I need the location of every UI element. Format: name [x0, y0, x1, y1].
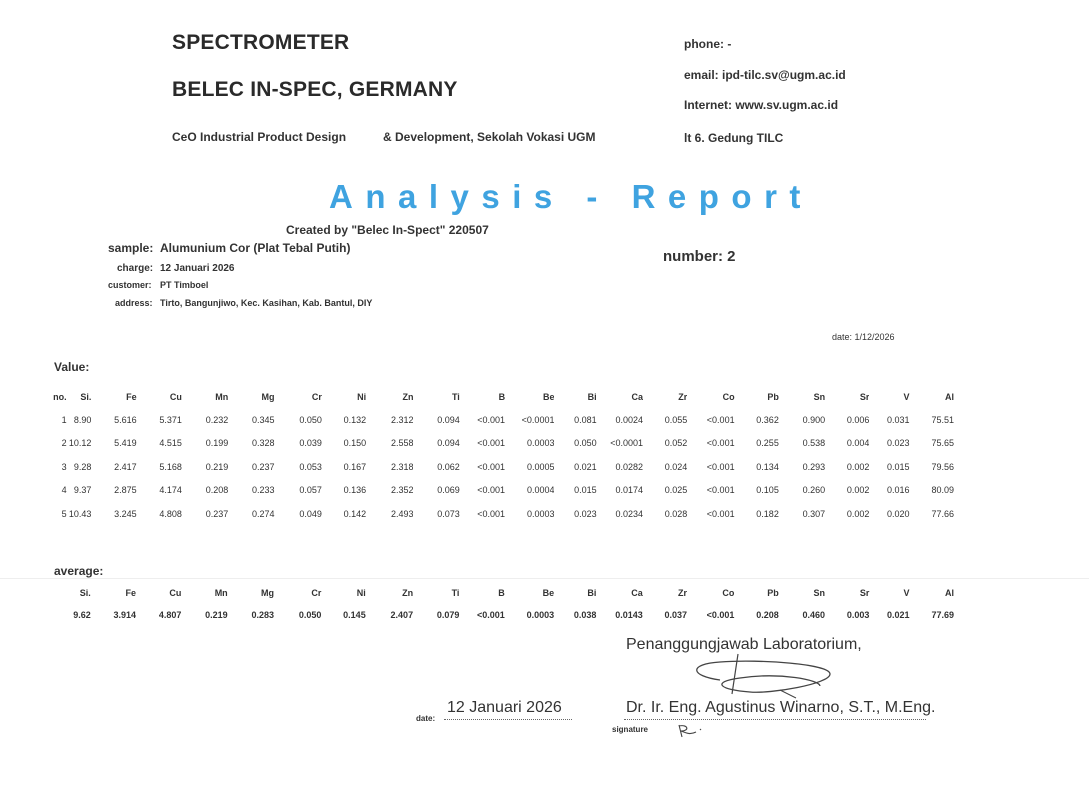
average-cell: 0.145 [343, 610, 366, 620]
average-cell: 0.208 [756, 610, 779, 620]
average-col-header: Mn [214, 588, 228, 598]
average-col-header: Cu [169, 588, 182, 598]
table-cell: 0.237 [205, 508, 229, 519]
table-cell: 0.132 [343, 415, 367, 426]
header-line2: BELEC IN-SPEC, GERMANY [172, 78, 458, 101]
table-cell: <0.001 [706, 508, 735, 519]
address-label: address: [115, 298, 153, 308]
table-cell: 10.43 [68, 508, 92, 519]
table-cell: 0.167 [343, 461, 367, 472]
report-date: date: 1/12/2026 [832, 332, 895, 342]
table-cell: 0.023 [574, 508, 597, 519]
values-col-header: V [903, 391, 910, 402]
average-cell: 2.407 [390, 610, 414, 620]
table-cell: 0.150 [343, 438, 367, 449]
values-col-header: Ni [357, 391, 367, 402]
average-col-header: Pb [767, 588, 779, 598]
table-cell: 9.28 [73, 461, 92, 472]
signature-date-value: 12 Januari 2026 [447, 699, 562, 716]
table-cell: 0.024 [664, 461, 688, 472]
table-cell: 0.073 [437, 508, 460, 519]
table-cell: 2.417 [114, 461, 137, 472]
average-col-header: Si. [79, 588, 91, 598]
table-cell: 0.0005 [526, 461, 555, 472]
date-dotted-line [444, 719, 572, 720]
values-col-header: Co [722, 391, 735, 402]
signer-dotted-line [624, 719, 926, 720]
table-cell: 75.51 [931, 415, 954, 426]
table-cell: 2 [61, 438, 67, 449]
table-row [44, 479, 954, 502]
initials-scribble-image [676, 722, 706, 740]
average-values-row [66, 604, 954, 626]
values-col-header: Bi [587, 391, 597, 402]
average-cell: 0.0143 [615, 610, 643, 620]
average-cell: 0.038 [573, 610, 597, 620]
values-col-header: Cr [311, 391, 322, 402]
values-col-header: Cu [169, 391, 182, 402]
values-col-header: Ca [631, 391, 643, 402]
table-cell: 0.002 [846, 485, 870, 496]
contact-phone: phone: - [684, 37, 732, 51]
table-cell: 0.233 [252, 485, 275, 496]
values-col-header: Ti [451, 391, 460, 402]
sample-value: Alumunium Cor (Plat Tebal Putih) [160, 241, 351, 255]
table-cell: <0.001 [477, 438, 506, 449]
values-col-header: Mg [261, 391, 275, 402]
average-cell: 0.050 [298, 610, 322, 620]
table-cell: 75.65 [931, 438, 954, 449]
table-cell: 5.168 [159, 461, 182, 472]
average-col-header: Ni [356, 588, 366, 598]
table-cell: <0.001 [706, 461, 735, 472]
table-cell: 0.362 [756, 415, 779, 426]
table-cell: 1 [61, 415, 67, 426]
table-cell: 0.900 [802, 415, 826, 426]
table-cell: 0.020 [887, 508, 910, 519]
table-cell: <0.001 [706, 485, 735, 496]
charge-value: 12 Januari 2026 [160, 263, 235, 274]
average-cell: 9.62 [73, 610, 91, 620]
table-cell: 0.031 [887, 415, 910, 426]
average-cell: 0.079 [436, 610, 460, 620]
signature-label: signature [612, 725, 649, 734]
average-col-header: Be [542, 588, 555, 598]
table-cell: 0.260 [802, 485, 826, 496]
values-col-header: no. [53, 391, 67, 402]
average-col-header: Fe [125, 588, 137, 598]
table-row [44, 502, 954, 525]
table-cell: 0.538 [802, 438, 826, 449]
table-cell: 0.345 [252, 415, 275, 426]
table-cell: 0.023 [887, 438, 910, 449]
average-col-header: Mg [261, 588, 275, 598]
table-cell: 0.0282 [615, 461, 643, 472]
table-cell: 4 [61, 485, 67, 496]
table-row [44, 455, 954, 478]
table-cell: 0.052 [664, 438, 688, 449]
average-col-header: B [498, 588, 505, 598]
table-cell: 0.039 [299, 438, 322, 449]
table-cell: 0.199 [205, 438, 229, 449]
contact-location: lt 6. Gedung TILC [684, 131, 784, 145]
section-divider [0, 578, 1089, 579]
table-cell: 0.255 [756, 438, 779, 449]
average-cell: 0.460 [802, 610, 826, 620]
table-cell: 0.274 [252, 508, 275, 519]
average-cell: 0.003 [846, 610, 870, 620]
table-cell: 0.307 [802, 508, 826, 519]
charge-label: charge: [117, 263, 154, 274]
table-cell: 0.025 [664, 485, 688, 496]
average-col-header: Zr [678, 588, 688, 598]
signature-scribble-image [680, 650, 850, 706]
table-cell: <0.001 [477, 415, 506, 426]
table-cell: 0.015 [574, 485, 597, 496]
contact-email: email: ipd-tilc.sv@ugm.ac.id [684, 68, 846, 82]
table-cell: 0.0003 [526, 508, 555, 519]
customer-value: PT Timboel [160, 280, 209, 290]
table-cell: 4.174 [159, 485, 182, 496]
table-cell: 0.219 [205, 461, 229, 472]
signature-date-label: date: [416, 714, 436, 723]
table-cell: 2.558 [390, 438, 414, 449]
average-cell: 4.807 [158, 610, 182, 620]
table-cell: 79.56 [931, 461, 954, 472]
signer-name: Dr. Ir. Eng. Agustinus Winarno, S.T., M.Eng. [626, 699, 936, 716]
table-cell: 0.049 [299, 508, 322, 519]
table-cell: 4.808 [159, 508, 182, 519]
table-cell: 10.12 [68, 438, 92, 449]
table-cell: 0.016 [887, 485, 910, 496]
table-cell: 0.004 [846, 438, 870, 449]
report-number: number: 2 [663, 248, 736, 265]
table-row [44, 408, 954, 431]
table-cell: 3.245 [114, 508, 137, 519]
table-cell: 0.232 [205, 415, 229, 426]
values-col-header: Fe [126, 391, 137, 402]
table-cell: 77.66 [931, 508, 954, 519]
average-cell: <0.001 [476, 610, 505, 620]
average-col-header: Cr [311, 588, 322, 598]
table-cell: 0.002 [846, 461, 870, 472]
table-cell: 0.0174 [615, 485, 643, 496]
table-cell: 5.616 [114, 415, 137, 426]
table-cell: 2.875 [114, 485, 137, 496]
table-cell: <0.001 [477, 508, 506, 519]
average-header-row [66, 582, 954, 604]
table-row [44, 432, 954, 455]
table-cell: 0.293 [802, 461, 826, 472]
average-cell: 0.283 [251, 610, 275, 620]
table-cell: 0.015 [887, 461, 910, 472]
values-col-header: Zr [678, 391, 688, 402]
values-table [44, 385, 954, 525]
table-cell: 0.069 [437, 485, 460, 496]
values-col-header: Be [542, 391, 555, 402]
table-cell: <0.001 [477, 485, 506, 496]
customer-label: customer: [108, 280, 152, 290]
values-col-header: B [498, 391, 506, 402]
average-col-header: Sr [859, 588, 870, 598]
table-cell: 5 [61, 508, 67, 519]
table-cell: 5.419 [114, 438, 137, 449]
table-cell: 8.90 [73, 415, 92, 426]
responsible-label: Penanggungjawab Laboratorium, [626, 636, 862, 653]
average-col-header: Al [945, 588, 954, 598]
table-cell: 4.515 [159, 438, 182, 449]
values-col-header: Mn [215, 391, 229, 402]
table-cell: 0.182 [756, 508, 779, 519]
table-cell: 2.312 [390, 415, 414, 426]
table-cell: 5.371 [159, 415, 182, 426]
table-cell: 0.053 [299, 461, 322, 472]
table-cell: 2.493 [390, 508, 414, 519]
average-col-header: Co [722, 588, 735, 598]
average-table [66, 582, 954, 626]
table-cell: 0.050 [299, 415, 322, 426]
average-cell: 0.021 [887, 610, 910, 620]
average-col-header: Ti [451, 588, 460, 598]
table-cell: 0.081 [574, 415, 597, 426]
table-cell: 0.105 [756, 485, 779, 496]
table-cell: 0.028 [664, 508, 688, 519]
table-cell: <0.001 [706, 438, 735, 449]
table-cell: 0.208 [205, 485, 229, 496]
average-label: average: [54, 564, 104, 578]
values-col-header: Zn [402, 391, 414, 402]
table-cell: 0.0234 [615, 508, 643, 519]
table-cell: 0.0003 [526, 438, 555, 449]
table-cell: 0.055 [664, 415, 688, 426]
table-cell: <0.001 [477, 461, 506, 472]
table-cell: 80.09 [931, 485, 954, 496]
table-cell: <0.001 [706, 415, 735, 426]
average-cell: 77.69 [931, 610, 954, 620]
table-cell: 0.094 [437, 438, 460, 449]
values-label: Value: [54, 360, 90, 374]
values-col-header: Sn [813, 391, 826, 402]
average-cell: 0.219 [205, 610, 228, 620]
table-cell: 0.002 [846, 508, 870, 519]
table-cell: 0.062 [437, 461, 460, 472]
table-cell: <0.0001 [610, 438, 643, 449]
table-cell: 0.050 [574, 438, 597, 449]
table-cell: 3 [61, 461, 67, 472]
table-cell: 0.0024 [615, 415, 643, 426]
created-by: Created by "Belec In-Spect" 220507 [286, 223, 489, 237]
average-cell: 0.0003 [526, 610, 555, 620]
values-col-header: Al [945, 391, 954, 402]
table-cell: 2.352 [390, 485, 414, 496]
average-cell: 3.914 [113, 610, 137, 620]
table-cell: 0.136 [343, 485, 367, 496]
table-cell: 9.37 [73, 485, 92, 496]
table-cell: 0.057 [299, 485, 322, 496]
sample-label: sample: [108, 241, 154, 255]
contact-internet: Internet: www.sv.ugm.ac.id [684, 98, 839, 112]
table-cell: 0.0004 [526, 485, 555, 496]
average-cell: <0.001 [706, 610, 735, 620]
values-header-row [44, 385, 954, 408]
table-cell: 0.006 [846, 415, 870, 426]
average-col-header: Sn [813, 588, 826, 598]
report-title: Analysis - Report [329, 178, 813, 215]
table-cell: 0.328 [252, 438, 275, 449]
table-cell: 0.142 [343, 508, 367, 519]
table-cell: 0.021 [574, 461, 597, 472]
values-col-header: Sr [859, 391, 870, 402]
average-col-header: Bi [587, 588, 597, 598]
org-part1: CeO Industrial Product Design [172, 130, 347, 144]
org-part2: & Development, Sekolah Vokasi UGM [383, 130, 596, 144]
header-line1: SPECTROMETER [172, 31, 350, 54]
values-col-header: Pb [767, 391, 779, 402]
average-cell: 0.037 [664, 610, 688, 620]
table-cell: <0.0001 [521, 415, 555, 426]
table-cell: 0.094 [437, 415, 460, 426]
average-col-header: Zn [402, 588, 414, 598]
table-cell: 2.318 [390, 461, 414, 472]
address-value: Tirto, Bangunjiwo, Kec. Kasihan, Kab. Bantul, DIY [160, 298, 373, 308]
table-cell: 0.134 [756, 461, 779, 472]
table-cell: 0.237 [252, 461, 275, 472]
average-col-header: Ca [631, 588, 643, 598]
values-col-header: Si. [80, 391, 92, 402]
average-col-header: V [903, 588, 910, 598]
